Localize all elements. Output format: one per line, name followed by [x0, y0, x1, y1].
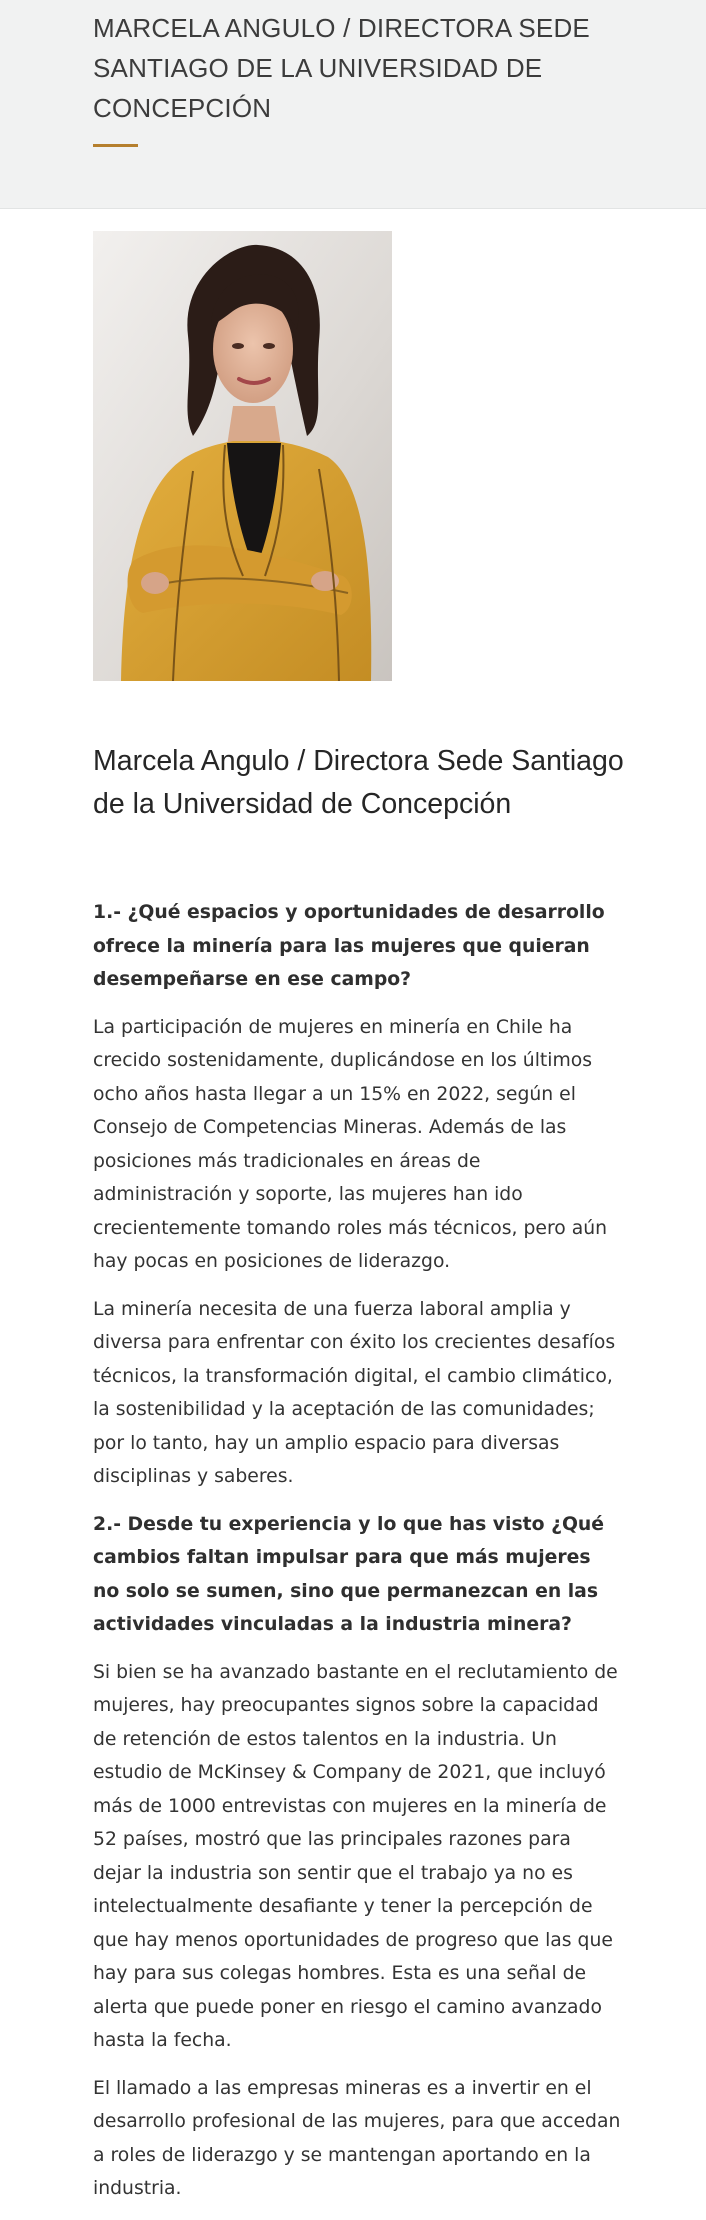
article-title: Marcela Angulo / Directora Sede Santiago de la Universidad de Concepción: [93, 745, 624, 820]
page-title: MARCELA ANGULO / DIRECTORA SEDE SANTIAGO DE LA UNIVERSIDAD DE CONCEPCIÓN: [93, 13, 590, 123]
answer-1-paragraph-1: La participación de mujeres en minería en Chile ha crecido sostenidamente, duplicándose en los últimos ocho años hasta llegar a un 15% en 2022, según el Consejo de Competencias Mineras. Además de las posiciones más tradicionales en áreas de administración y soporte, las mujeres han ido crecientemente tomando roles más técnicos, pero aún hay pocas en posiciones de liderazgo.: [93, 1016, 608, 1272]
question-1: 1.- ¿Qué espacios y oportunidades de desarrollo ofrece la minería para las mujeres que quieran desempeñarse en ese campo?: [93, 902, 605, 990]
answer-1-paragraph-2: La minería necesita de una fuerza laboral amplia y diversa para enfrentar con éxito los crecientes desafíos técnicos, la transformación digital, el cambio climático, la sostenibilidad y la aceptación de las comunidades; por lo tanto, hay un amplio espacio para diversas disciplinas y saberes.: [93, 1298, 616, 1487]
article-body: [93, 896, 621, 2220]
answer-2-paragraph-1: Si bien se ha avanzado bastante en el reclutamiento de mujeres, hay preocupantes signos sobre la capacidad de retención de estos talentos en la industria. Un estudio de McKinsey & Company de 2021, que incluyó más de 1000 entrevistas con mujeres en la minería de 52 países, mostró que las principales razones para dejar la industria son sentir que el trabajo ya no es intelectualmente desafiante y tener la percepción de que hay menos oportunidades de progreso que las que hay para sus colegas hombres. Esta es una señal de alerta que puede poner en riesgo el camino avanzado hasta la fecha.: [93, 1661, 618, 2051]
answer-2-paragraph-2: El llamado a las empresas mineras es a invertir en el desarrollo profesional de las mujeres, para que accedan a roles de liderazgo y se mantengan aportando en la industria.: [93, 2077, 621, 2199]
page-header: [0, 0, 706, 209]
title-accent-divider: [93, 144, 138, 147]
question-2: 2.- Desde tu experiencia y lo que has visto ¿Qué cambios faltan impulsar para que más mujeres no solo se sumen, sino que permanezcan en las actividades vinculadas a la industria minera?: [93, 1513, 605, 1635]
portrait-photo: [93, 231, 392, 681]
